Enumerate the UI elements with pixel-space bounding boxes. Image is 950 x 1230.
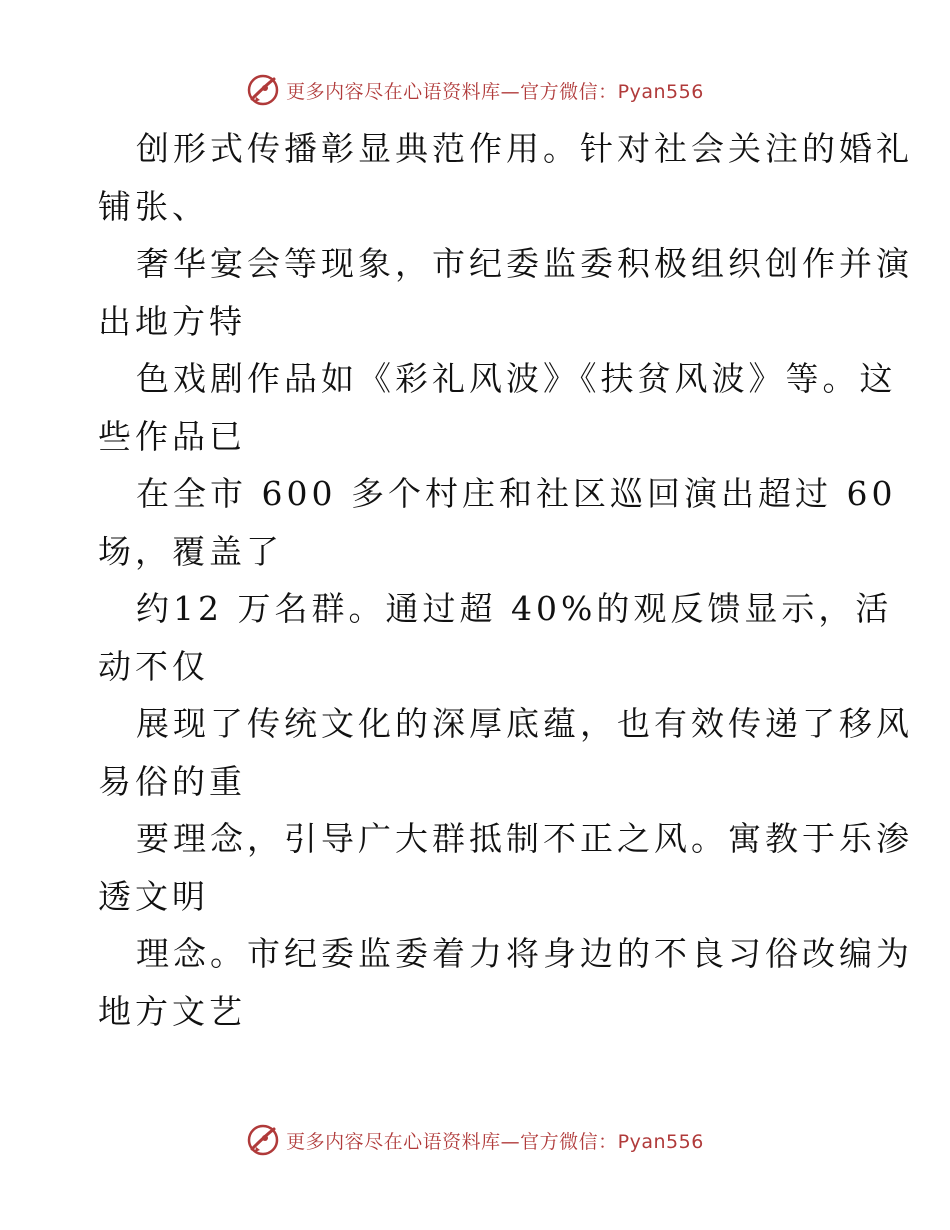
text-line: 创形式传播彰显典范作用。针对社会关注的婚礼: [136, 129, 913, 168]
text-line: 展现了传统文化的深厚底蕴，也有效传递了移风: [136, 704, 913, 743]
text-line: 易俗的重: [98, 761, 246, 801]
text-line: 场，覆盖了: [98, 531, 283, 571]
watermark-text: 更多内容尽在心语资料库—官方微信：Pyan556: [286, 80, 704, 103]
text-line: 透文明: [98, 876, 209, 916]
text-line: 动不仅: [98, 646, 209, 686]
pen-logo-icon: [246, 1123, 280, 1157]
text-line: 约12 万名群。通过超 40%的观反馈显示，活: [136, 589, 893, 628]
header-watermark: [0, 70, 950, 110]
text-line: 铺张、: [98, 186, 209, 226]
text-line: 色戏剧作品如《彩礼风波》《扶贫风波》等。这: [136, 359, 897, 398]
text-line: 要理念，引导广大群抵制不正之风。寓教于乐渗: [136, 819, 913, 858]
text-line: 出地方特: [98, 301, 246, 341]
footer-watermark: [0, 1120, 950, 1160]
text-line: 奢华宴会等现象，市纪委监委积极组织创作并演: [136, 244, 913, 283]
watermark-text: 更多内容尽在心语资料库—官方微信：Pyan556: [286, 1130, 704, 1153]
text-line: 些作品已: [98, 416, 246, 456]
text-line: 地方文艺: [98, 991, 246, 1031]
text-line: 在全市 600 多个村庄和社区巡回演出超过 60: [136, 474, 897, 513]
pen-logo-icon: [246, 73, 280, 107]
text-line: 理念。市纪委监委着力将身边的不良习俗改编为: [136, 934, 913, 973]
document-body: [98, 120, 913, 1040]
